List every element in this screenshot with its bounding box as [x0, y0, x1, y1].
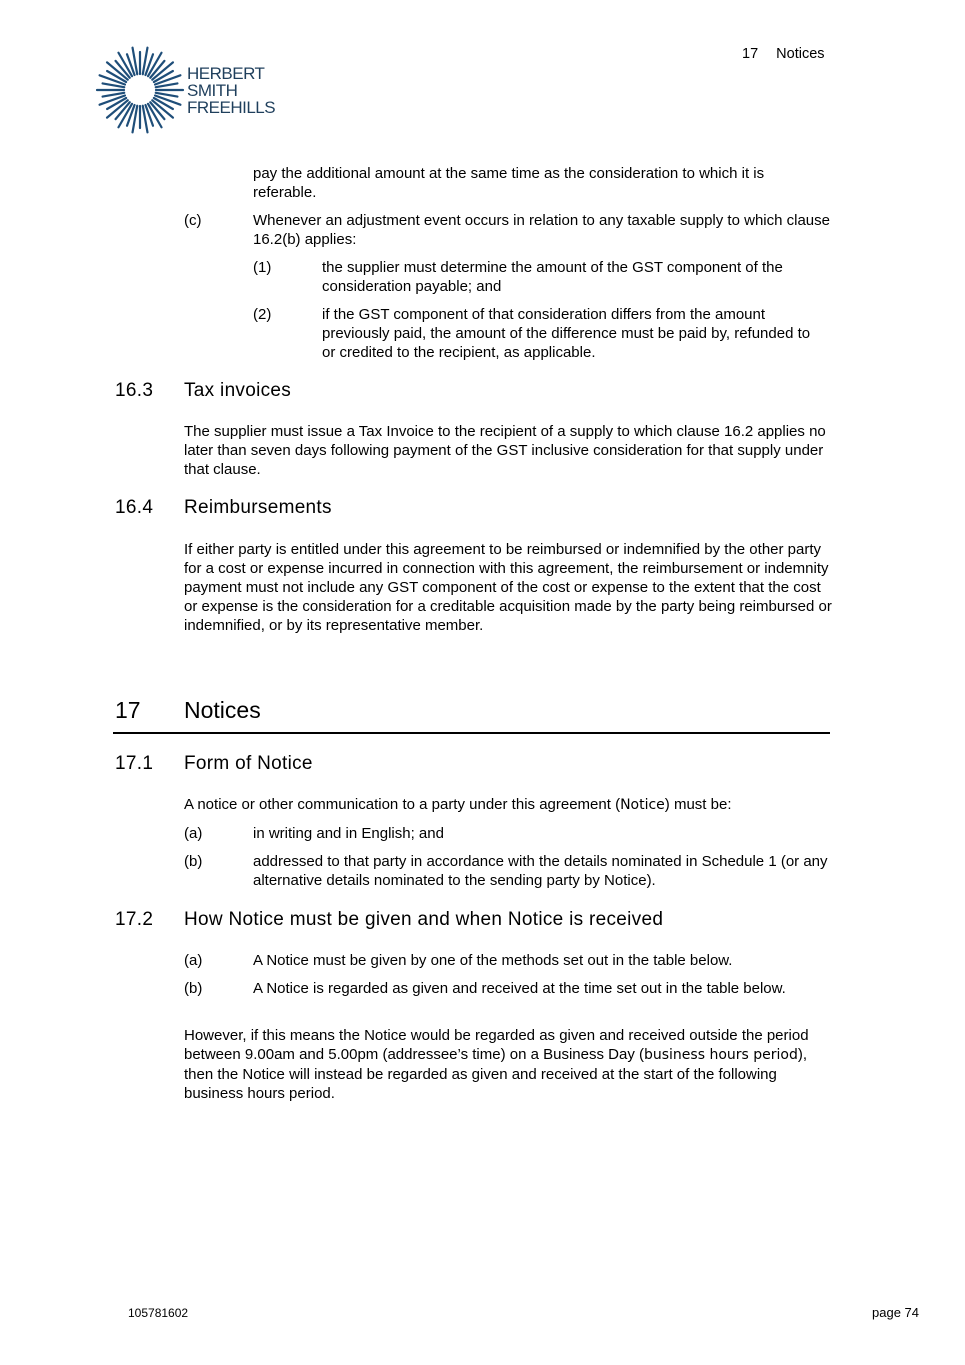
clause-17-number: 17 [115, 697, 141, 723]
clause-16-2-c-1-text: the supplier must determine the amount of the GST component of the consideration payable; and [322, 259, 783, 295]
clause-17-title: Notices [184, 697, 261, 723]
defined-term-notice: Notice [620, 797, 665, 813]
clause-16-2-c-text: Whenever an adjustment event occurs in relation to any taxable supply to which clause 16.2(b) applies: [253, 212, 830, 248]
clause-16-2-c-2-label: (2) [253, 306, 272, 323]
clause-16-3-number: 16.3 [115, 380, 154, 401]
header-section-number: 17 [742, 46, 759, 62]
clause-17-2-a-text: A Notice must be given by one of the methods set out in the table below. [253, 952, 733, 969]
clause-17-1-number: 17.1 [115, 753, 154, 774]
clause-16-4-title: Reimbursements [184, 497, 332, 518]
clause-16-2-c-1-label: (1) [253, 259, 272, 276]
clause-17-2-however-text: However, if this means the Notice would be regarded as given and received outside the period between 9.00am and 5.00pm (addressee’s time) on a Business Day (business hours period), then the Notice will instead be regarded as given and received at the start of the following business hours period. [184, 1027, 809, 1102]
heading-rule [113, 732, 830, 734]
clause-16-4-text: If either party is entitled under this agreement to be reimbursed or indemnified by the other party for a cost or expense incurred in connection with this agreement, the reimbursement or indemnity payment must not include any GST component of the cost or expense to the extent that the cost or expense is the consideration for a creditable acquisition made by the party being reimbursed or indemnified, or by its representative member. [184, 541, 832, 634]
clause-17-2-title: How Notice must be given and when Notice is received [184, 909, 664, 930]
clause-17-1-b-text: addressed to that party in accordance with the details nominated in Schedule 1 (or any alternative details nominated to the sending party by Notice). [253, 853, 828, 889]
running-header [742, 45, 825, 64]
clause-16-2-c-2-text: if the GST component of that consideration differs from the amount previously paid, the amount of the difference must be paid by, refunded to or credited to the recipient, as applicable. [322, 306, 811, 361]
starburst-logo-icon [95, 45, 185, 135]
clause-17-2-b-label: (b) [184, 980, 203, 997]
clause-16-3-title: Tax invoices [184, 380, 292, 401]
clause-16-2-b-continuation: pay the additional amount at the same time as the consideration to which it is referable. [253, 165, 765, 201]
defined-term-business-hours-period: business hours period [643, 1047, 798, 1063]
clause-16-4-number: 16.4 [115, 497, 154, 518]
clause-17-1-title: Form of Notice [184, 753, 313, 774]
clause-17-1-intro: A notice or other communication to a party under this agreement (Notice) must be: [184, 796, 732, 813]
clause-16-2-c-label: (c) [184, 212, 202, 229]
clause-17-2-number: 17.2 [115, 909, 154, 930]
footer-doc-id: 105781602 [128, 1306, 189, 1320]
header-section-title: Notices [776, 46, 825, 62]
firm-logo [95, 45, 285, 135]
clause-17-1-a-text: in writing and in English; and [253, 825, 444, 842]
logo-text: HERBERT SMITH FREEHILLS [187, 64, 276, 117]
clause-17-1-a-label: (a) [184, 825, 203, 842]
clause-17-2-a-label: (a) [184, 952, 203, 969]
clause-17-1-b-label: (b) [184, 853, 203, 870]
clause-16-3-text: The supplier must issue a Tax Invoice to the recipient of a supply to which clause 16.2 applies no later than seven days following payment of the GST inclusive consideration for that supply under that clause. [184, 423, 826, 478]
clause-17-2-b-text: A Notice is regarded as given and received at the time set out in the table below. [253, 980, 786, 997]
footer-page-number: page 74 [872, 1305, 919, 1320]
